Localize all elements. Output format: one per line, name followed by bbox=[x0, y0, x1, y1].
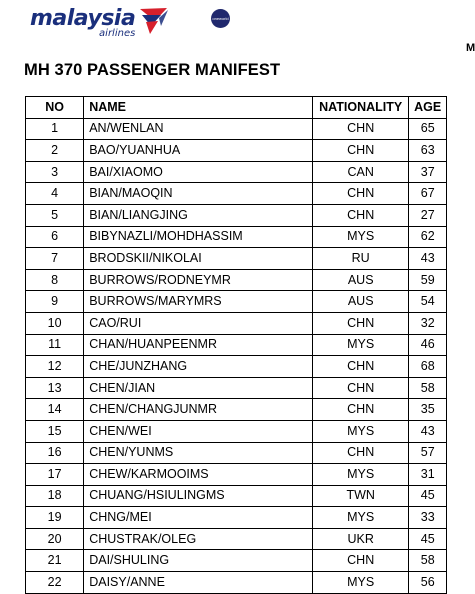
brand-name: malaysia bbox=[30, 6, 136, 31]
table-row bbox=[26, 183, 447, 205]
cell-nationality: CHN bbox=[312, 118, 408, 140]
edge-text: M bbox=[466, 42, 475, 54]
cell-nationality: CHN bbox=[312, 204, 408, 226]
cell-age: 65 bbox=[409, 118, 447, 140]
cell-nationality: CHN bbox=[312, 550, 408, 572]
cell-no: 13 bbox=[26, 377, 84, 399]
table-row bbox=[26, 485, 447, 507]
cell-name: BURROWS/RODNEYMR bbox=[84, 269, 313, 291]
alliance-badge-label: oneworld bbox=[212, 16, 229, 21]
table-row bbox=[26, 507, 447, 529]
cell-name: AN/WENLAN bbox=[84, 118, 313, 140]
cell-name: CHUSTRAK/OLEG bbox=[84, 528, 313, 550]
column-header-age: AGE bbox=[409, 97, 447, 119]
cell-nationality: CHN bbox=[312, 442, 408, 464]
cell-name: DAI/SHULING bbox=[84, 550, 313, 572]
table-row bbox=[26, 269, 447, 291]
column-header-nationality: NATIONALITY bbox=[312, 97, 408, 119]
cell-no: 15 bbox=[26, 420, 84, 442]
table-row bbox=[26, 248, 447, 270]
cell-no: 4 bbox=[26, 183, 84, 205]
cell-nationality: CAN bbox=[312, 161, 408, 183]
cell-nationality: UKR bbox=[312, 528, 408, 550]
kite-logo-icon bbox=[137, 6, 171, 36]
cell-nationality: MYS bbox=[312, 226, 408, 248]
cell-nationality: MYS bbox=[312, 464, 408, 486]
cell-age: 31 bbox=[409, 464, 447, 486]
cell-name: CHEW/KARMOOIMS bbox=[84, 464, 313, 486]
table-row bbox=[26, 140, 447, 162]
cell-age: 58 bbox=[409, 377, 447, 399]
table-row bbox=[26, 334, 447, 356]
cell-name: CHEN/YUNMS bbox=[84, 442, 313, 464]
cell-nationality: CHN bbox=[312, 183, 408, 205]
cell-no: 8 bbox=[26, 269, 84, 291]
table-row bbox=[26, 291, 447, 313]
cell-no: 20 bbox=[26, 528, 84, 550]
cell-no: 22 bbox=[26, 572, 84, 594]
cell-no: 7 bbox=[26, 248, 84, 270]
cell-age: 43 bbox=[409, 420, 447, 442]
cell-age: 57 bbox=[409, 442, 447, 464]
cell-age: 33 bbox=[409, 507, 447, 529]
cell-no: 1 bbox=[26, 118, 84, 140]
cell-age: 58 bbox=[409, 550, 447, 572]
cell-name: CHEN/CHANGJUNMR bbox=[84, 399, 313, 421]
cell-no: 5 bbox=[26, 204, 84, 226]
table-row bbox=[26, 442, 447, 464]
cell-name: CHUANG/HSIULINGMS bbox=[84, 485, 313, 507]
cell-nationality: CHN bbox=[312, 399, 408, 421]
table-row bbox=[26, 161, 447, 183]
cell-nationality: MYS bbox=[312, 334, 408, 356]
cell-name: CHAN/HUANPEENMR bbox=[84, 334, 313, 356]
cell-age: 37 bbox=[409, 161, 447, 183]
table-row bbox=[26, 572, 447, 594]
cell-age: 32 bbox=[409, 312, 447, 334]
cell-name: BRODSKII/NIKOLAI bbox=[84, 248, 313, 270]
cell-nationality: CHN bbox=[312, 356, 408, 378]
cell-name: BAO/YUANHUA bbox=[84, 140, 313, 162]
cell-age: 45 bbox=[409, 528, 447, 550]
table-header-row bbox=[26, 97, 447, 119]
table-row bbox=[26, 464, 447, 486]
cell-nationality: CHN bbox=[312, 140, 408, 162]
table-body bbox=[26, 118, 447, 593]
cell-age: 63 bbox=[409, 140, 447, 162]
table-row bbox=[26, 204, 447, 226]
cell-nationality: MYS bbox=[312, 420, 408, 442]
brand-subtitle: airlines bbox=[99, 28, 136, 39]
cell-age: 59 bbox=[409, 269, 447, 291]
cell-nationality: AUS bbox=[312, 269, 408, 291]
table-row bbox=[26, 226, 447, 248]
cell-age: 35 bbox=[409, 399, 447, 421]
cell-age: 43 bbox=[409, 248, 447, 270]
cell-age: 56 bbox=[409, 572, 447, 594]
cell-no: 12 bbox=[26, 356, 84, 378]
airline-logo bbox=[30, 8, 171, 39]
cell-name: CHEN/JIAN bbox=[84, 377, 313, 399]
cell-nationality: MYS bbox=[312, 507, 408, 529]
cell-age: 46 bbox=[409, 334, 447, 356]
cell-no: 21 bbox=[26, 550, 84, 572]
cell-nationality: CHN bbox=[312, 377, 408, 399]
cell-nationality: MYS bbox=[312, 572, 408, 594]
cell-age: 54 bbox=[409, 291, 447, 313]
cell-age: 45 bbox=[409, 485, 447, 507]
cell-name: CHNG/MEI bbox=[84, 507, 313, 529]
cell-nationality: RU bbox=[312, 248, 408, 270]
table-row bbox=[26, 528, 447, 550]
cell-no: 2 bbox=[26, 140, 84, 162]
cell-name: BAI/XIAOMO bbox=[84, 161, 313, 183]
cell-age: 68 bbox=[409, 356, 447, 378]
cell-no: 9 bbox=[26, 291, 84, 313]
cell-no: 10 bbox=[26, 312, 84, 334]
alliance-badge-icon bbox=[211, 9, 230, 28]
cell-name: BURROWS/MARYMRS bbox=[84, 291, 313, 313]
table-row bbox=[26, 356, 447, 378]
cell-name: CAO/RUI bbox=[84, 312, 313, 334]
cell-no: 11 bbox=[26, 334, 84, 356]
column-header-name: NAME bbox=[84, 97, 313, 119]
cell-no: 16 bbox=[26, 442, 84, 464]
cell-no: 19 bbox=[26, 507, 84, 529]
cell-no: 3 bbox=[26, 161, 84, 183]
cell-nationality: TWN bbox=[312, 485, 408, 507]
cell-age: 67 bbox=[409, 183, 447, 205]
cell-nationality: CHN bbox=[312, 312, 408, 334]
cell-name: CHEN/WEI bbox=[84, 420, 313, 442]
table-row bbox=[26, 118, 447, 140]
table-row bbox=[26, 420, 447, 442]
cell-nationality: AUS bbox=[312, 291, 408, 313]
table-row bbox=[26, 312, 447, 334]
cell-no: 17 bbox=[26, 464, 84, 486]
cell-name: DAISY/ANNE bbox=[84, 572, 313, 594]
column-header-no: NO bbox=[26, 97, 84, 119]
cell-no: 18 bbox=[26, 485, 84, 507]
cell-name: BIAN/LIANGJING bbox=[84, 204, 313, 226]
page-title: MH 370 PASSENGER MANIFEST bbox=[24, 61, 281, 79]
cell-no: 6 bbox=[26, 226, 84, 248]
cell-name: BIAN/MAOQIN bbox=[84, 183, 313, 205]
table-row bbox=[26, 399, 447, 421]
logo-wordmark bbox=[30, 8, 135, 39]
table-row bbox=[26, 550, 447, 572]
cell-name: BIBYNAZLI/MOHDHASSIM bbox=[84, 226, 313, 248]
manifest-table bbox=[25, 96, 447, 594]
table-row bbox=[26, 377, 447, 399]
cell-no: 14 bbox=[26, 399, 84, 421]
cell-name: CHE/JUNZHANG bbox=[84, 356, 313, 378]
cell-age: 27 bbox=[409, 204, 447, 226]
cell-age: 62 bbox=[409, 226, 447, 248]
